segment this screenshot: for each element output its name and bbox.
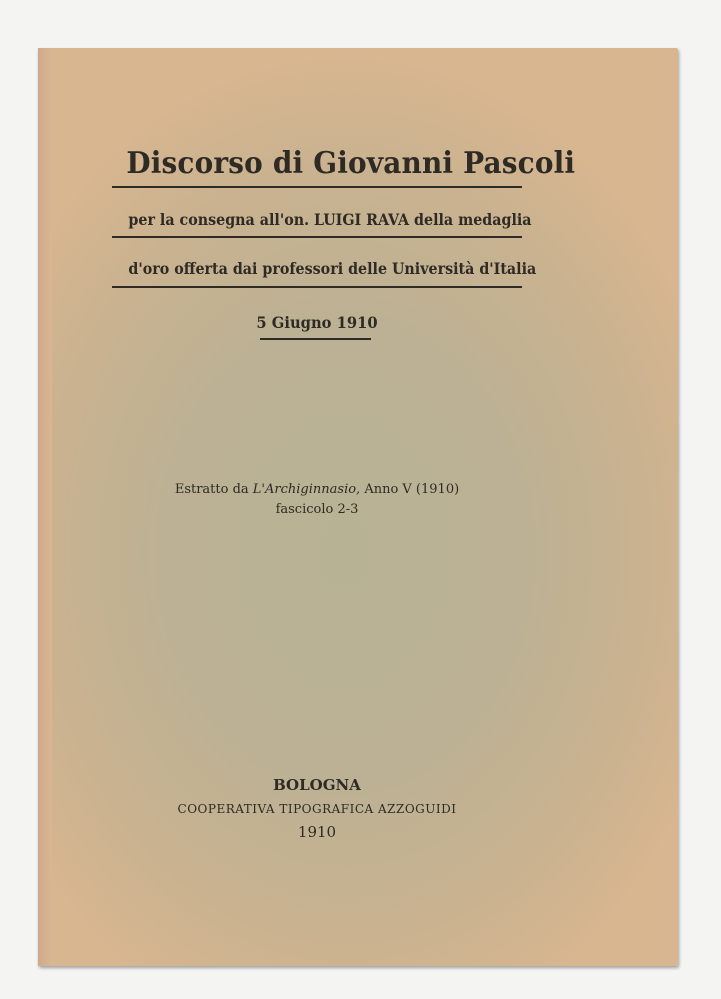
subtitle-line-2: d'oro offerta dai professori delle Università d'Italia — [128, 259, 537, 278]
document-date: 5 Giugno 1910 — [256, 313, 378, 332]
cover-spine-edge — [38, 48, 52, 966]
subtitle-rule-1 — [112, 236, 522, 238]
document-cover — [38, 48, 678, 966]
publication-year: 1910 — [297, 823, 337, 841]
subtitle-rule-2 — [112, 286, 522, 288]
title-rule — [112, 186, 522, 188]
extract-journal: L'Archiginnasio, — [252, 482, 361, 497]
date-rule — [260, 338, 371, 340]
subtitle-line-1: per la consegna all'on. LUIGI RAVA della medaglia — [128, 210, 532, 229]
extract-note — [112, 482, 522, 497]
publication-city: BOLOGNA — [273, 776, 361, 794]
document-title: Discorso di Giovanni Pascoli — [126, 146, 576, 181]
extract-prefix: Estratto da — [174, 482, 253, 497]
issue-note: fascicolo 2-3 — [275, 502, 359, 517]
extract-suffix: Anno V (1910) — [360, 482, 460, 497]
publisher-name: COOPERATIVA TIPOGRAFICA AZZOGUIDI — [177, 802, 457, 816]
